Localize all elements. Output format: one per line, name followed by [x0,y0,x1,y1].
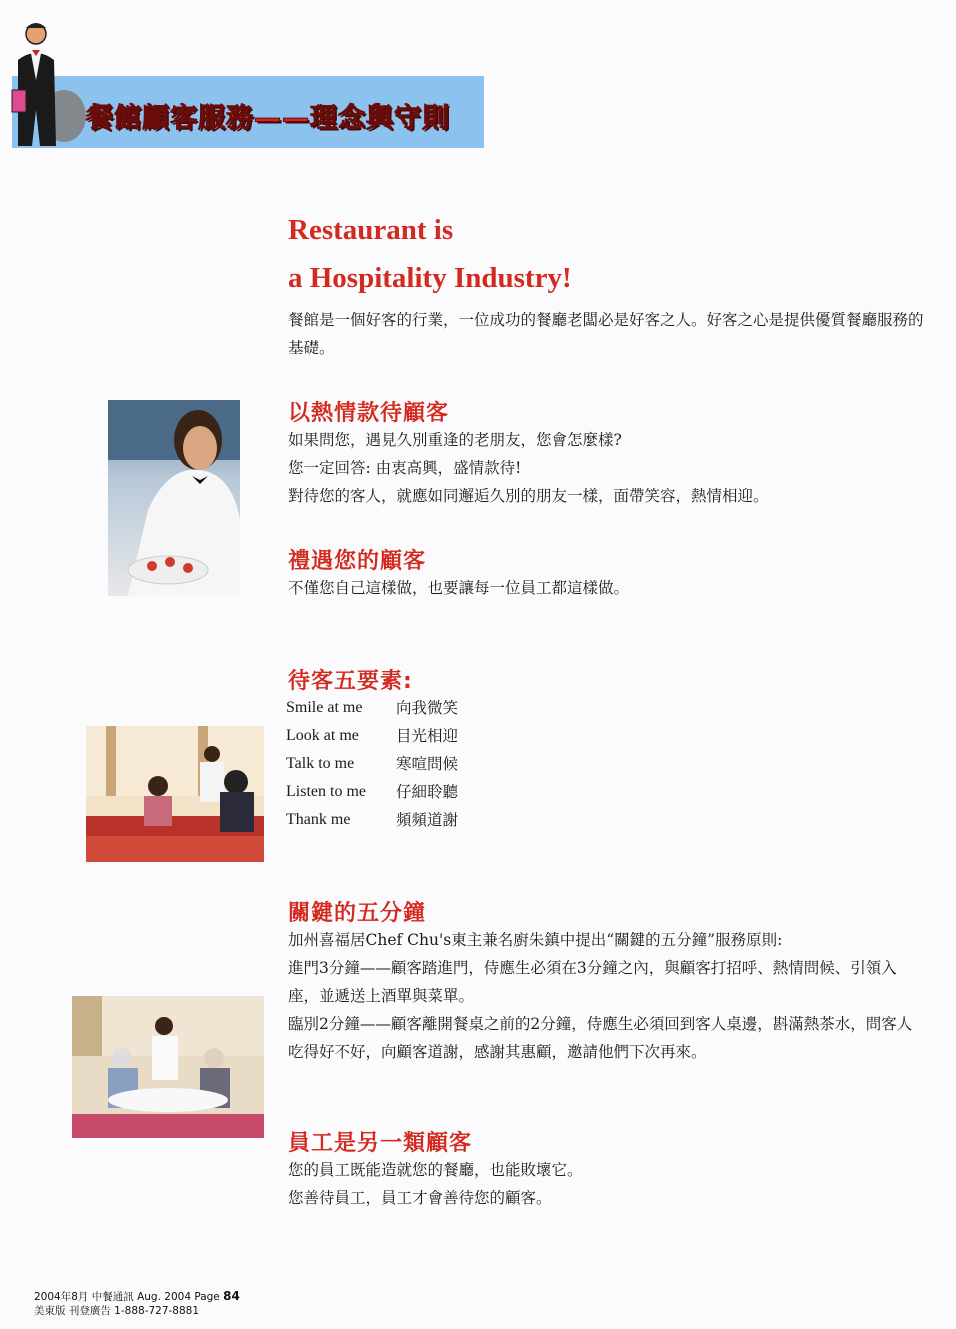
warm-line-1: 如果問您，遇見久別重逢的老朋友，您會怎麼樣? [288,431,622,449]
footer-line-2: 美東版 刊登廣告 1-888-727-8881 [34,1305,200,1317]
section-title-staff: 員工是另一類顧客 [288,1131,473,1156]
heading-line-1: Restaurant is [288,214,454,246]
section-title-courtesy: 禮遇您的顧客 [288,549,427,574]
key-intro-line: 加州喜福居Chef Chu's東主兼名廚朱鎮中提出“關鍵的五分鐘”服務原則: [288,931,783,949]
waiter-mascot-illustration [6,20,86,148]
footer-line-1: 2004年8月 中餐通訊 Aug. 2004 Page 84 [34,1289,240,1303]
heading-line-2: a Hospitality Industry! [288,262,572,294]
banner-title: 餐館顧客服務——理念與守則 [86,103,450,134]
courtesy-paragraph: 不僅您自己這樣做，也要讓每一位員工都這樣做。 [288,579,630,597]
warm-line-3: 對待您的客人，就應如同邂逅久別的朋友一樣，面帶笑容，熱情相迎。 [288,487,769,505]
page-footer [34,1289,240,1318]
list-item: Talk to me 寒喧問候 [286,755,459,773]
waitress-photo [108,400,240,596]
section-title-warm: 以熱情款待顧客 [288,401,450,426]
list-item: Look at me 目光相迎 [286,727,459,745]
staff-line-2: 您善待員工，員工才會善待您的顧客。 [288,1189,552,1207]
page-number: 84 [223,1289,240,1303]
staff-line-1: 您的員工既能造就您的餐廳，也能敗壞它。 [288,1161,583,1179]
five-elements-list [286,694,458,834]
list-item: Smile at me 向我微笑 [286,699,459,717]
key-farewell-paragraph: 臨別2分鐘——顧客離開餐桌之前的2分鐘，侍應生必須回到客人桌邊，斟滿熱茶水，問客人吃得好不好，向顧客道謝，感謝其惠顧，邀請他們下次再來。 [288,1015,913,1061]
list-item: Listen to me 仔細聆聽 [286,783,459,801]
section-title-key-minutes: 關鍵的五分鐘 [288,901,427,926]
list-item: Thank me 頻頻道謝 [286,811,459,829]
dining-room-photo [86,726,264,862]
warm-line-2: 您一定回答: 由衷高興，盛情款待! [288,459,522,477]
section-title-five-elements: 待客五要素: [288,669,413,694]
waiter-serving-photo [72,996,264,1138]
key-entry-paragraph: 進門3分鐘——顧客踏進門，侍應生必須在3分鐘之內，與顧客打招呼、熱情問候、引領入座，並遞送上酒單與菜單。 [288,959,897,1005]
intro-paragraph: 餐館是一個好客的行業，一位成功的餐廳老闆必是好客之人。好客之心是提供優質餐廳服務的基礎。 [288,311,924,357]
